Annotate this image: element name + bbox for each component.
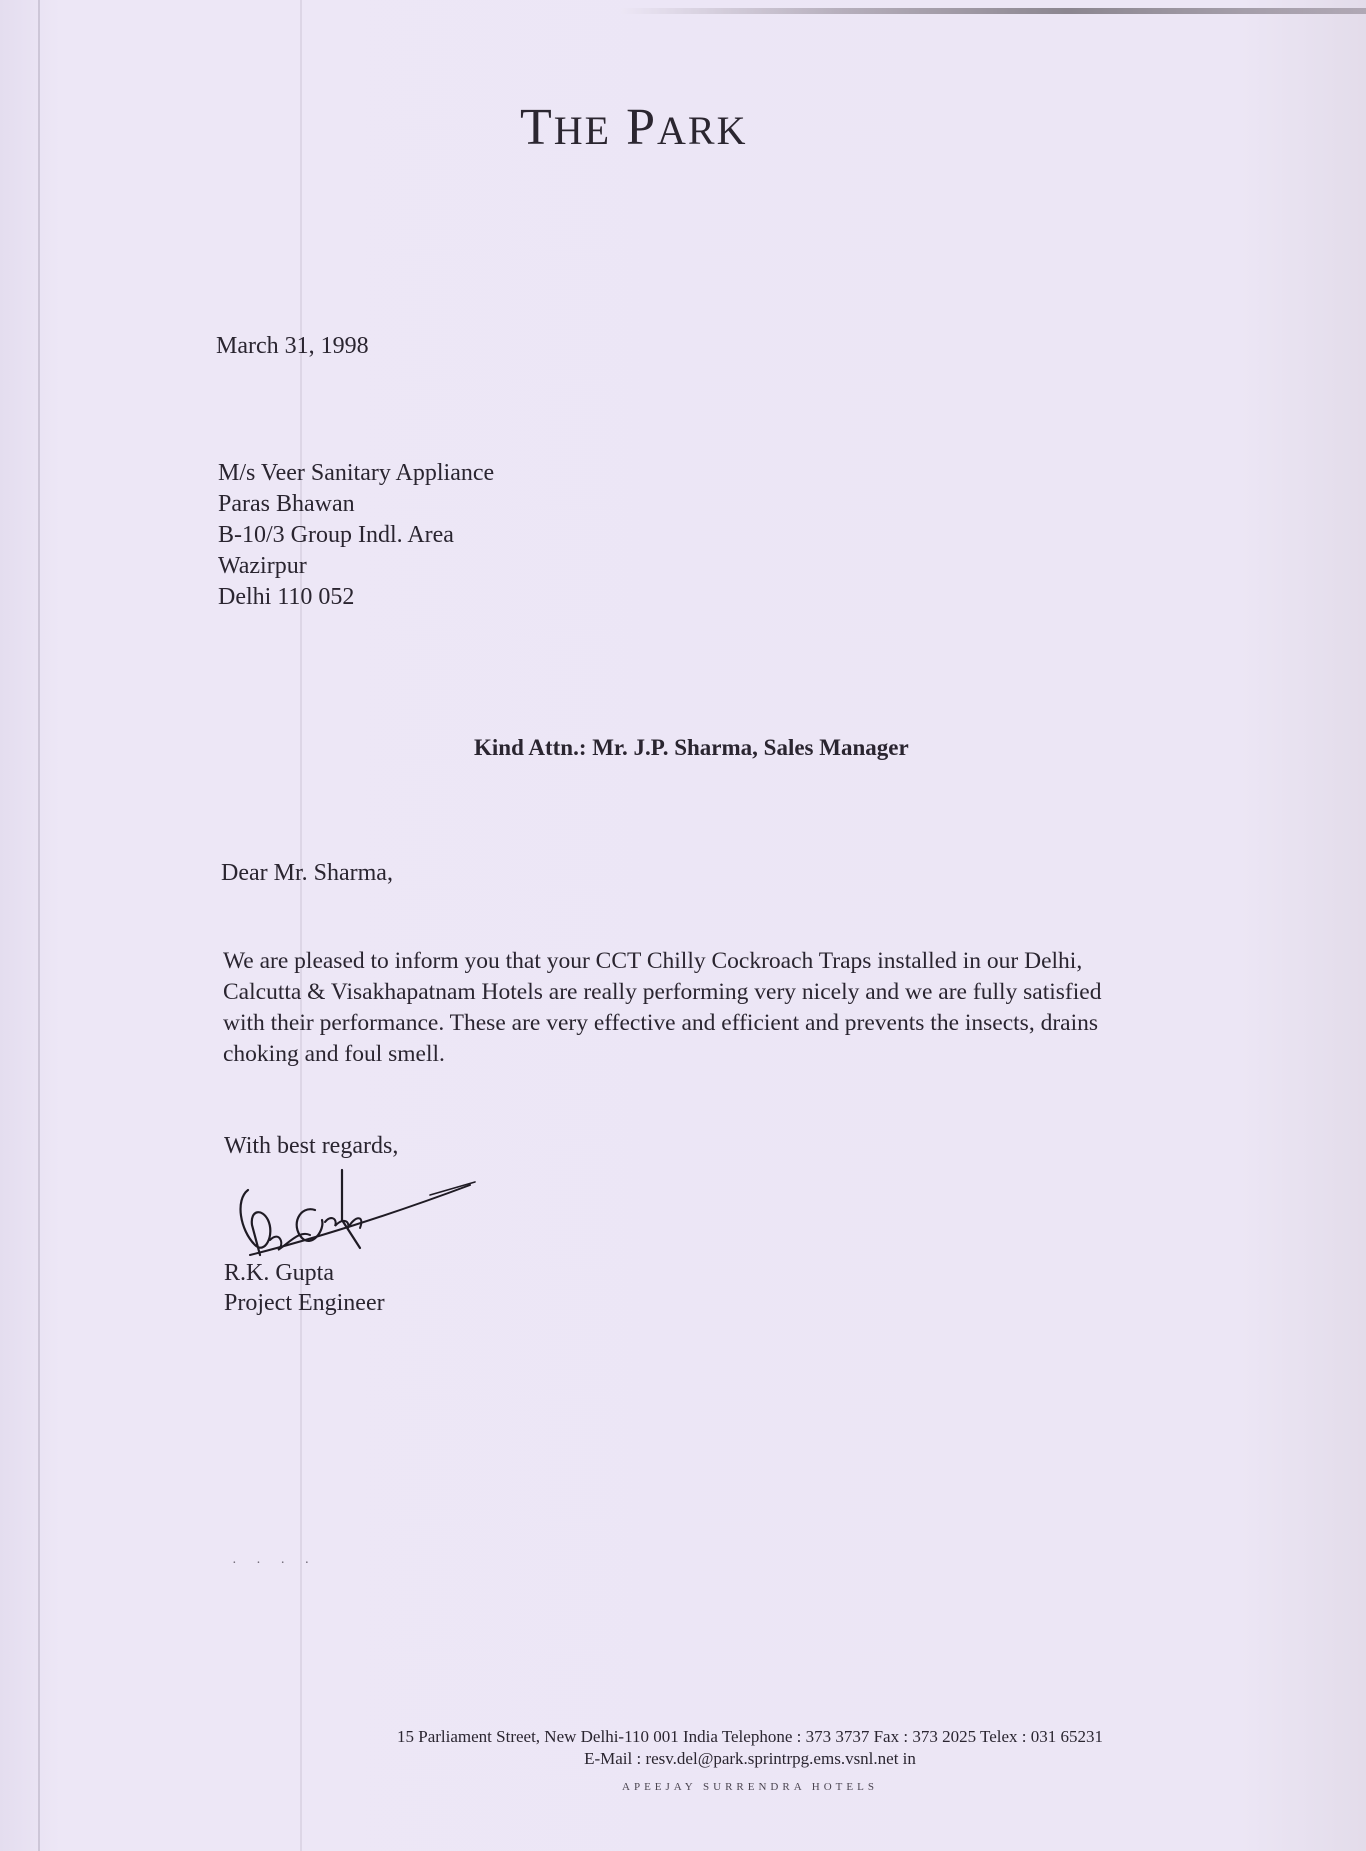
letterhead-footer	[250, 1726, 1250, 1798]
body-line: We are pleased to inform you that your CCT Chilly Cockroach Traps installed in our Delhi,	[223, 948, 1083, 974]
letter-date: March 31, 1998	[216, 333, 369, 359]
logo-rest-ark: ARK	[657, 108, 748, 153]
recipient-line: Paras Bhawan	[218, 491, 355, 517]
attention-line: Kind Attn.: Mr. J.P. Sharma, Sales Manager	[474, 735, 909, 760]
body-line: choking and foul smell.	[223, 1041, 445, 1067]
footer-email: E-Mail : resv.del@park.sprintrpg.ems.vsnl.net in	[584, 1749, 916, 1768]
signer-title: Project Engineer	[224, 1290, 385, 1316]
scan-edge-top	[620, 8, 1366, 14]
recipient-line: Delhi 110 052	[218, 584, 355, 610]
recipient-address	[218, 458, 494, 613]
body-line: Calcutta & Visakhapatnam Hotels are really performing very nicely and we are fully satisfied	[223, 979, 1102, 1005]
footer-group-name: APEEJAY SURRENDRA HOTELS	[622, 1781, 878, 1793]
logo-initial-p: P	[626, 99, 658, 156]
recipient-line: B-10/3 Group Indl. Area	[218, 522, 454, 548]
body-line: with their performance. These are very effective and efficient and prevents the insects, drains	[223, 1010, 1099, 1036]
closing: With best regards,	[224, 1133, 399, 1159]
letter-body	[223, 946, 1243, 1070]
footer-address: 15 Parliament Street, New Delhi-110 001 India Telephone : 373 3737 Fax : 373 2025 Telex : 031 65231	[397, 1727, 1103, 1746]
scan-edge-left	[38, 0, 40, 1851]
signer-name: R.K. Gupta	[224, 1260, 334, 1286]
salutation: Dear Mr. Sharma,	[221, 860, 393, 886]
logo-initial-t: T	[520, 99, 554, 156]
recipient-line: Wazirpur	[218, 553, 307, 579]
scan-specks: · · · ·	[232, 1556, 318, 1571]
letterhead-logo	[520, 98, 900, 157]
paper-fold-line	[300, 0, 302, 1851]
logo-rest-he: HE	[553, 108, 612, 153]
recipient-line: M/s Veer Sanitary Appliance	[218, 460, 495, 486]
